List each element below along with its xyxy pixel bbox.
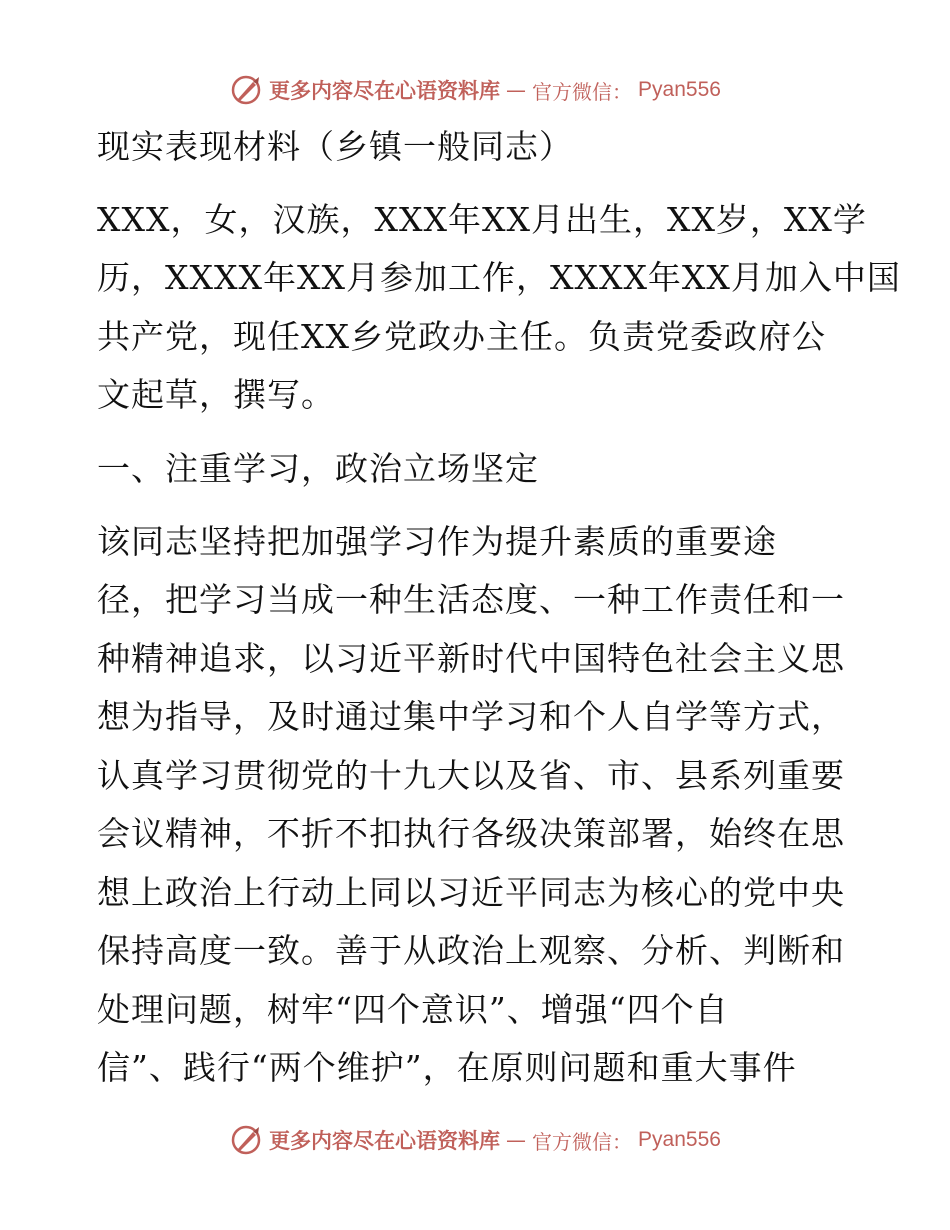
section-1-line-10: 信”、践行“两个维护”，在原则问题和重大事件 xyxy=(97,1048,797,1087)
watermark-footer xyxy=(0,1120,950,1160)
quill-logo-icon xyxy=(229,73,263,107)
section-1-heading: 一、注重学习，政治立场坚定 xyxy=(97,449,539,488)
section-1-line-7: 想上政治上行动上同以习近平同志为核心的党中央 xyxy=(97,873,845,912)
watermark-library-text: 更多内容尽在心语资料库 xyxy=(269,1128,501,1153)
watermark-wechat-id: Pyan556 xyxy=(638,78,721,101)
section-1-line-1: 该同志坚持把加强学习作为提升素质的重要途 xyxy=(97,522,777,561)
intro-line-2: 历，XXXX年XX月参加工作，XXXX年XX月加入中国 xyxy=(97,258,901,297)
section-1-line-9: 处理问题，树牢“四个意识”、增强“四个自 xyxy=(97,990,729,1029)
watermark-official-label: 官方微信： xyxy=(532,79,633,104)
section-1-line-6: 会议精神，不折不扣执行各级决策部署，始终在思 xyxy=(97,814,845,853)
section-1-line-4: 想为指导，及时通过集中学习和个人自学等方式， xyxy=(97,697,845,736)
watermark-official-label: 官方微信： xyxy=(532,1129,633,1154)
section-1-line-3: 种精神追求，以习近平新时代中国特色社会主义思 xyxy=(97,639,845,678)
intro-line-4: 文起草，撰写。 xyxy=(97,375,335,414)
document-title: 现实表现材料（乡镇一般同志） xyxy=(97,127,573,166)
watermark-dash: — xyxy=(506,78,527,102)
intro-line-1: XXX，女，汉族，XXX年XX月出生，XX岁，XX学 xyxy=(97,200,867,239)
intro-line-3: 共产党，现任XX乡党政办主任。负责党委政府公 xyxy=(97,317,826,356)
watermark-library-text: 更多内容尽在心语资料库 xyxy=(269,78,501,103)
section-1-line-5: 认真学习贯彻党的十九大以及省、市、县系列重要 xyxy=(97,756,845,795)
watermark-header xyxy=(0,70,950,110)
quill-logo-icon xyxy=(229,1123,263,1157)
watermark-wechat-id: Pyan556 xyxy=(638,1128,721,1151)
watermark-dash: — xyxy=(506,1128,527,1152)
section-1-line-8: 保持高度一致。善于从政治上观察、分析、判断和 xyxy=(97,931,845,970)
section-1-line-2: 径，把学习当成一种生活态度、一种工作责任和一 xyxy=(97,580,845,619)
